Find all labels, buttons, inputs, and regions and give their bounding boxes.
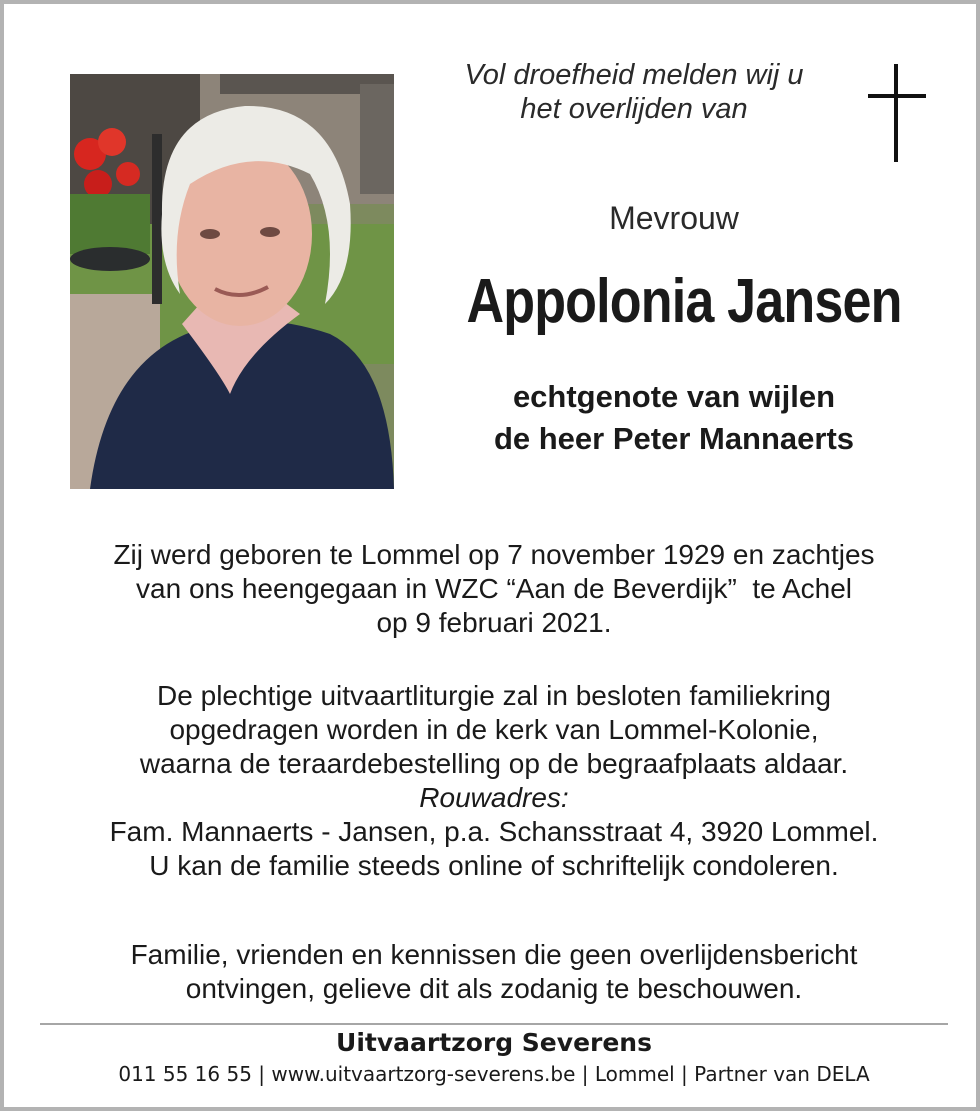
deceased-name: Appolonia Jansen — [466, 267, 902, 336]
closing-line-2: ontvingen, gelieve dit als zodanig te beschouwen. — [185, 973, 803, 1004]
footer-divider — [40, 1023, 948, 1025]
mourning-address: Fam. Mannaerts - Jansen, p.a. Schansstraat 4, 3920 Lommel. — [109, 816, 879, 847]
funeral-company-name: Uitvaartzorg Severens — [336, 1028, 652, 1057]
intro-text — [424, 58, 844, 126]
address-label: Rouwadres: — [419, 782, 569, 813]
footer-contact-line: 011 55 16 55 | www.uitvaartzorg-severens.be | Lommel | Partner van DELA — [118, 1062, 870, 1086]
honorific-title: Mevrouw — [609, 200, 739, 236]
spouse-line-2: de heer Peter Mannaerts — [493, 421, 855, 456]
birth-death-paragraph — [24, 538, 964, 640]
birth-death-line-1: Zij werd geboren te Lommel op 7 november 1929 en zachtjes — [113, 539, 875, 570]
closing-line-1: Familie, vrienden en kennissen die geen overlijdensbericht — [130, 939, 858, 970]
funeral-line-2: opgedragen worden in de kerk van Lommel-Kolonie, — [169, 714, 819, 745]
spouse-line-1: echtgenote van wijlen — [512, 379, 836, 414]
birth-death-line-3: op 9 februari 2021. — [376, 607, 612, 638]
birth-death-line-2: van ons heengegaan in WZC “Aan de Beverdijk” te Achel — [136, 573, 852, 604]
closing-paragraph — [24, 938, 964, 1006]
intro-line-1: Vol droefheid melden wij u — [464, 59, 804, 91]
intro-line-2: het overlijden van — [520, 93, 748, 125]
cross-icon — [868, 64, 926, 164]
funeral-line-3: waarna de teraardebestelling op de begraafplaats aldaar. — [139, 748, 849, 779]
funeral-paragraph — [24, 679, 964, 883]
portrait-photo — [70, 74, 394, 489]
spouse-text — [404, 376, 944, 460]
funeral-line-1: De plechtige uitvaartliturgie zal in besloten familiekring — [157, 680, 831, 711]
condolence-note: U kan de familie steeds online of schriftelijk condoleren. — [149, 850, 839, 881]
